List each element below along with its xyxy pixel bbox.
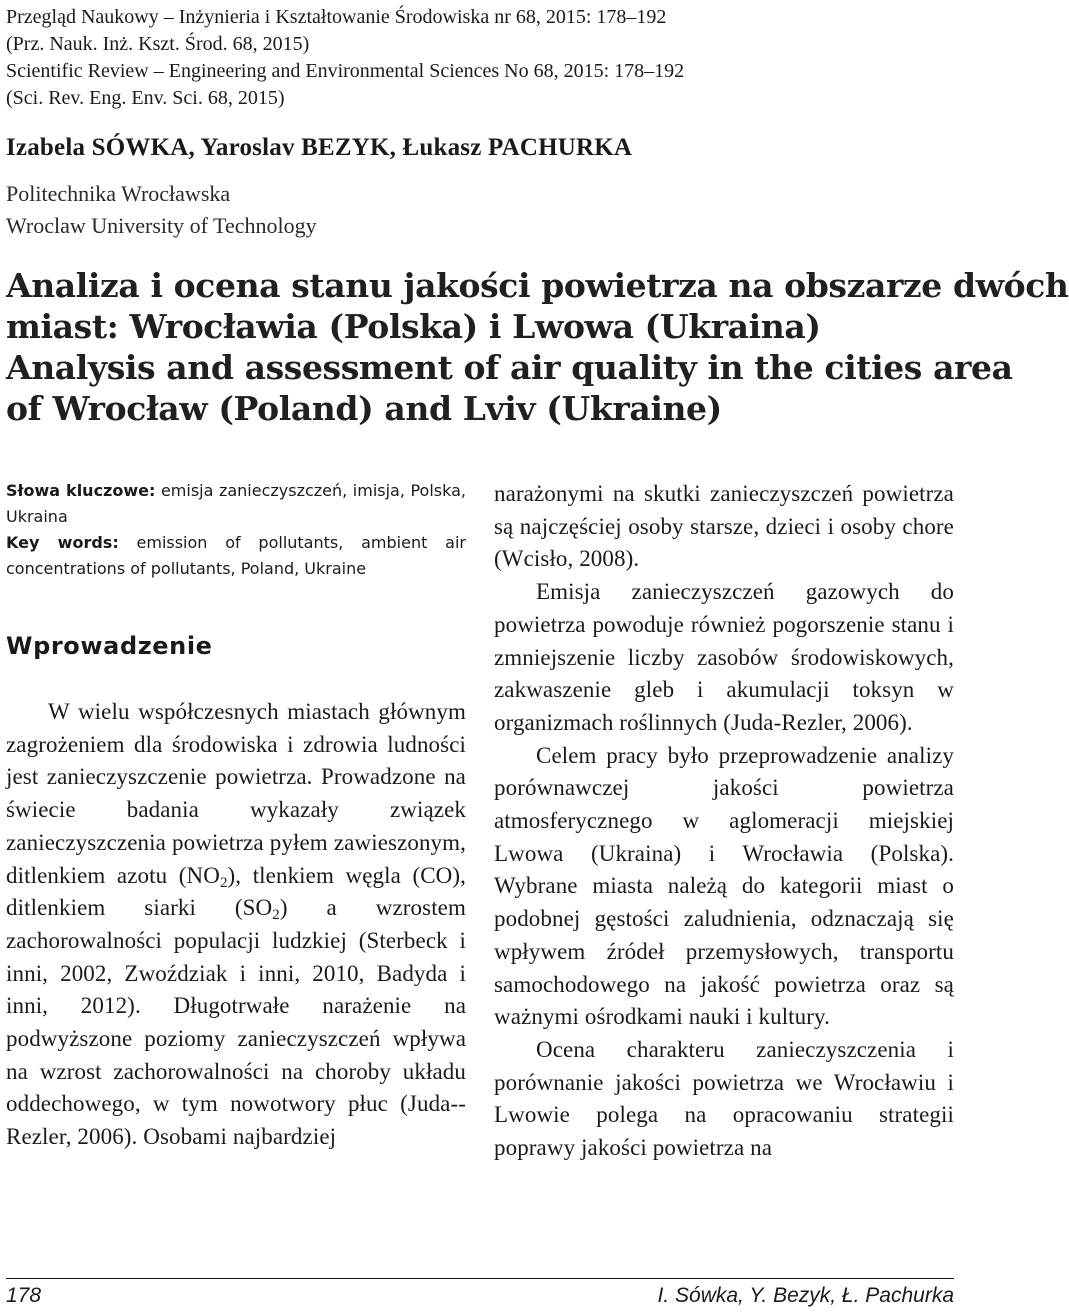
title-line: of Wrocław (Poland) and Lviv (Ukraine) — [6, 389, 722, 428]
keywords-polish-text: emisja zanieczyszczeń, imisja, Polska, Ukraina — [6, 481, 467, 526]
keywords-polish-label: Słowa kluczowe: — [6, 481, 156, 500]
title-line: miast: Wrocławia (Polska) i Lwowa (Ukraina) — [6, 307, 821, 346]
keywords-english-text: emission of pollutants, ambient air concentrations of pollutants, Poland, Ukraine — [6, 533, 466, 578]
affiliation-english: Wroclaw University of Technology — [6, 213, 317, 238]
journal-header-line: Przegląd Naukowy – Inżynieria i Kształtowanie Środowiska nr 68, 2015: 178–192 — [6, 6, 667, 28]
author-list: Izabela SÓWKA, Yaroslav BEZYK, Łukasz PACHURKA — [6, 134, 633, 161]
subscript: 2 — [219, 874, 228, 891]
journal-header-line: (Prz. Nauk. Inż. Kszt. Środ. 68, 2015) — [6, 33, 310, 55]
footer-authors: I. Sówka, Y. Bezyk, Ł. Pachurka — [657, 1284, 954, 1307]
paragraph: Celem pracy było przeprowadzenie analizy porównawczej jakości powietrza atmosferycznego w aglomeracji miejskiej Lwowa (Ukraina) i Wrocławia (Polska). Wybrane miasta należą do kategorii miast o podobnej gęstości zaludnienia, odznaczają się wpływem źródeł przemysłowych, transportu samochodowego na jakość powietrza oraz są ważnymi ośrodkami nauki i kultury. — [494, 742, 954, 1030]
intro-paragraph — [6, 696, 466, 1154]
keywords-polish — [6, 478, 466, 530]
keywords-english-label: Key words: — [6, 533, 119, 552]
keywords-english — [6, 530, 466, 582]
paper-title — [6, 265, 1069, 429]
left-column — [6, 478, 466, 1154]
paragraph: Emisja zanieczyszczeń gazowych do powietrza powoduje również pogorszenie stanu i zmniejszenie liczby zasobów środowiskowych, zakwaszenie gleb i akumulacji toksyn w organizmach roślinnych (Juda-Rezler, 2006). — [494, 579, 954, 735]
title-line: Analiza i ocena stanu jakości powietrza na obszarze dwóch — [6, 266, 1069, 305]
paragraph-continued: narażonymi na skutki zanieczyszczeń powietrza są najczęściej osoby starsze, dzieci i osoby chore (Wcisło, 2008). — [494, 481, 954, 572]
journal-header — [6, 4, 946, 112]
right-column — [494, 478, 954, 1165]
footer-divider — [6, 1278, 954, 1279]
journal-header-line: Scientific Review – Engineering and Environmental Sciences No 68, 2015: 178–192 — [6, 60, 685, 82]
section-heading: Wprowadzenie — [6, 632, 213, 660]
title-line: Analysis and assessment of air quality in the cities area — [6, 348, 1013, 387]
paragraph: Ocena charakteru zanieczyszczenia i porównanie jakości powietrza we Wrocławiu i Lwowie polega na opracowaniu strategii poprawy jakości powietrza na — [494, 1036, 954, 1161]
paragraph-text: W wielu współczesnych miastach głównym zagrożeniem dla środowiska i zdrowia ludności jest zanieczyszczenie powietrza. Prowadzone na świecie badania wykazały związek zanieczyszczenia powietrza pyłem zawieszonym, ditlenkiem azotu (NO — [6, 699, 466, 888]
subscript: 2 — [272, 907, 280, 924]
journal-header-line: (Sci. Rev. Eng. Env. Sci. 68, 2015) — [6, 87, 285, 109]
paragraph-text: ), tlenkiem węgla (CO), ditlenkiem siarki (SO — [6, 862, 466, 921]
affiliation — [6, 178, 317, 242]
page-number: 178 — [6, 1284, 42, 1307]
affiliation-polish: Politechnika Wrocławska — [6, 181, 231, 206]
paragraph-text: ) a wzrostem zachorowalności populacji ludzkiej (Sterbeck i inni, 2002, Zwoździak i inni, 2010, Badyda i inni, 2012). Długotrwałe narażenie na podwyższone poziomy zanieczyszczeń wpływa na wzrost zachorowalności na choroby układu oddechowego, w tym nowotwory płuc (Juda--Rezler, 2006). Osobami najbardziej — [6, 895, 466, 1150]
